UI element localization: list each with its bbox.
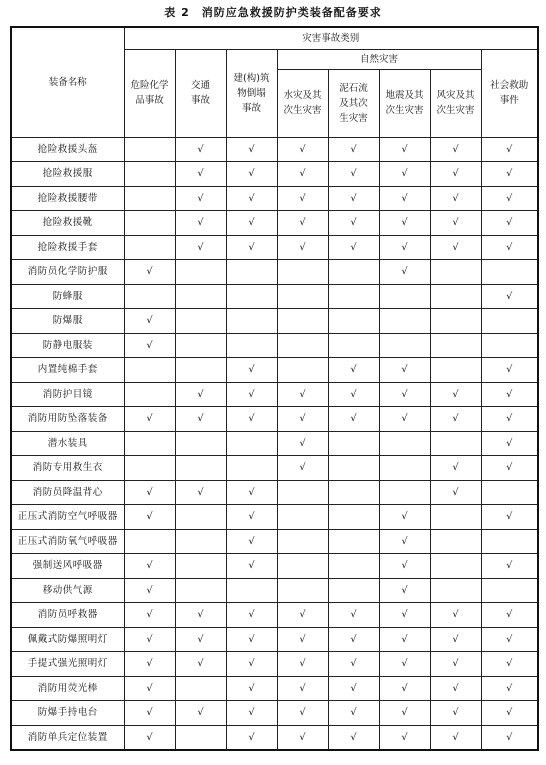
check-cell: √ (379, 211, 430, 236)
check-cell: √ (277, 162, 328, 187)
check-cell: √ (328, 676, 379, 701)
check-cell (124, 211, 175, 236)
check-cell: √ (226, 701, 277, 726)
check-cell: √ (124, 260, 175, 285)
check-cell: √ (226, 235, 277, 260)
header-disaster-types: 灾害事故类别 (124, 27, 538, 49)
check-cell (175, 431, 226, 456)
header-natural-disasters: 自然灾害 (277, 49, 481, 69)
check-cell (124, 358, 175, 383)
table-row (11, 211, 538, 236)
check-cell: √ (328, 627, 379, 652)
check-cell (175, 284, 226, 309)
check-cell: √ (124, 333, 175, 358)
check-cell (175, 456, 226, 481)
check-cell (124, 284, 175, 309)
header-col-hazchem: 危险化学 品事故 (124, 49, 175, 137)
check-cell: √ (481, 211, 538, 236)
check-cell (124, 162, 175, 187)
check-cell (124, 137, 175, 162)
check-cell (379, 431, 430, 456)
check-cell: √ (379, 505, 430, 530)
equipment-name: 消防护目镜 (11, 382, 124, 407)
check-cell: √ (226, 627, 277, 652)
table-row (11, 652, 538, 677)
equipment-name: 防静电服装 (11, 333, 124, 358)
equipment-name: 强制送风呼吸器 (11, 554, 124, 579)
table-row (11, 162, 538, 187)
check-cell (328, 260, 379, 285)
check-cell: √ (277, 652, 328, 677)
check-cell (124, 235, 175, 260)
table-title: 表 2 消防应急救援防护类装备配备要求 (164, 6, 382, 19)
table-row (11, 358, 538, 383)
table-body (11, 137, 538, 750)
check-cell: √ (481, 382, 538, 407)
check-cell: √ (175, 235, 226, 260)
check-cell (124, 186, 175, 211)
check-cell: √ (328, 652, 379, 677)
check-cell: √ (328, 358, 379, 383)
check-cell: √ (277, 211, 328, 236)
check-cell: √ (226, 358, 277, 383)
check-cell: √ (430, 652, 481, 677)
table-row (11, 578, 538, 603)
check-cell: √ (430, 382, 481, 407)
check-cell (277, 578, 328, 603)
check-cell (226, 456, 277, 481)
check-cell: √ (481, 358, 538, 383)
header-col-traffic: 交通 事故 (175, 49, 226, 137)
equipment-name: 正压式消防氧气呼吸器 (11, 529, 124, 554)
equipment-name: 抢险救援靴 (11, 211, 124, 236)
check-cell: √ (175, 211, 226, 236)
header-col-flood: 水灾及其 次生灾害 (277, 69, 328, 137)
check-cell: √ (379, 235, 430, 260)
table-row (11, 505, 538, 530)
check-cell: √ (124, 578, 175, 603)
check-cell: √ (430, 211, 481, 236)
check-cell: √ (226, 676, 277, 701)
check-cell: √ (379, 162, 430, 187)
table-row (11, 480, 538, 505)
equipment-name: 抢险救援手套 (11, 235, 124, 260)
table-row (11, 725, 538, 750)
check-cell: √ (226, 186, 277, 211)
check-cell (277, 480, 328, 505)
equipment-name: 潜水装具 (11, 431, 124, 456)
check-cell (379, 456, 430, 481)
check-cell: √ (430, 186, 481, 211)
check-cell: √ (175, 480, 226, 505)
check-cell: √ (124, 652, 175, 677)
equipment-name: 防蜂服 (11, 284, 124, 309)
check-cell (328, 309, 379, 334)
check-cell: √ (379, 578, 430, 603)
check-cell: √ (379, 137, 430, 162)
check-cell (328, 284, 379, 309)
check-cell: √ (277, 382, 328, 407)
check-cell: √ (277, 701, 328, 726)
check-cell: √ (430, 235, 481, 260)
check-cell: √ (379, 652, 430, 677)
check-cell: √ (328, 235, 379, 260)
check-cell: √ (379, 407, 430, 432)
check-cell (226, 309, 277, 334)
check-cell: √ (481, 554, 538, 579)
check-cell: √ (277, 137, 328, 162)
check-cell (430, 529, 481, 554)
check-cell (328, 529, 379, 554)
check-cell: √ (379, 382, 430, 407)
check-cell (430, 505, 481, 530)
check-cell: √ (226, 603, 277, 628)
check-cell (430, 431, 481, 456)
equipment-name: 消防员降温背心 (11, 480, 124, 505)
check-cell: √ (277, 603, 328, 628)
check-cell: √ (277, 235, 328, 260)
check-cell: √ (124, 554, 175, 579)
check-cell (175, 333, 226, 358)
check-cell (277, 260, 328, 285)
check-cell: √ (379, 627, 430, 652)
check-cell (328, 505, 379, 530)
check-cell: √ (328, 603, 379, 628)
check-cell (124, 382, 175, 407)
equipment-table (10, 26, 539, 751)
check-cell: √ (226, 382, 277, 407)
check-cell (124, 431, 175, 456)
check-cell: √ (481, 431, 538, 456)
check-cell (481, 529, 538, 554)
check-cell: √ (175, 652, 226, 677)
check-cell: √ (430, 407, 481, 432)
check-cell (430, 578, 481, 603)
check-cell: √ (430, 480, 481, 505)
check-cell: √ (175, 162, 226, 187)
table-row (11, 309, 538, 334)
check-cell: √ (124, 627, 175, 652)
check-cell: √ (481, 162, 538, 187)
check-cell: √ (430, 456, 481, 481)
check-cell: √ (226, 137, 277, 162)
table-row (11, 627, 538, 652)
check-cell: √ (481, 652, 538, 677)
check-cell (175, 309, 226, 334)
check-cell: √ (277, 725, 328, 750)
check-cell (277, 554, 328, 579)
check-cell (124, 529, 175, 554)
check-cell: √ (430, 701, 481, 726)
table-row (11, 235, 538, 260)
check-cell: √ (430, 162, 481, 187)
check-cell (430, 284, 481, 309)
check-cell: √ (277, 431, 328, 456)
table-row (11, 554, 538, 579)
check-cell: √ (328, 137, 379, 162)
check-cell: √ (277, 456, 328, 481)
table-row (11, 260, 538, 285)
check-cell: √ (328, 211, 379, 236)
header-col-social-rescue: 社会救助 事件 (481, 49, 538, 137)
equipment-name: 消防单兵定位装置 (11, 725, 124, 750)
check-cell (175, 529, 226, 554)
check-cell: √ (124, 309, 175, 334)
table-row (11, 701, 538, 726)
check-cell: √ (379, 529, 430, 554)
check-cell: √ (175, 603, 226, 628)
check-cell (430, 554, 481, 579)
check-cell: √ (481, 701, 538, 726)
equipment-name: 抢险救援服 (11, 162, 124, 187)
check-cell: √ (328, 725, 379, 750)
check-cell: √ (175, 137, 226, 162)
check-cell: √ (379, 603, 430, 628)
check-cell: √ (124, 676, 175, 701)
check-cell (175, 358, 226, 383)
table-row (11, 529, 538, 554)
table-row (11, 333, 538, 358)
table-row (11, 407, 538, 432)
equipment-name: 防爆服 (11, 309, 124, 334)
equipment-name: 消防专用救生衣 (11, 456, 124, 481)
check-cell: √ (328, 162, 379, 187)
check-cell: √ (430, 627, 481, 652)
check-cell: √ (481, 284, 538, 309)
check-cell: √ (481, 725, 538, 750)
check-cell (277, 309, 328, 334)
check-cell: √ (124, 480, 175, 505)
check-cell: √ (481, 603, 538, 628)
equipment-name: 消防用荧光棒 (11, 676, 124, 701)
check-cell: √ (277, 627, 328, 652)
check-cell: √ (226, 554, 277, 579)
check-cell: √ (175, 627, 226, 652)
header-col-wind: 风灾及其 次生灾害 (430, 69, 481, 137)
check-cell (430, 333, 481, 358)
check-cell: √ (430, 676, 481, 701)
check-cell (379, 333, 430, 358)
check-cell: √ (481, 627, 538, 652)
check-cell: √ (277, 676, 328, 701)
check-cell: √ (481, 456, 538, 481)
table-row (11, 382, 538, 407)
check-cell: √ (328, 701, 379, 726)
check-cell: √ (226, 407, 277, 432)
table-row (11, 431, 538, 456)
check-cell: √ (481, 235, 538, 260)
header-col-building-collapse: 建(构)筑 物倒塌 事故 (226, 49, 277, 137)
check-cell: √ (379, 358, 430, 383)
check-cell (175, 505, 226, 530)
equipment-name: 消防用防坠落装备 (11, 407, 124, 432)
check-cell (175, 578, 226, 603)
check-cell (430, 260, 481, 285)
check-cell (175, 260, 226, 285)
check-cell: √ (226, 480, 277, 505)
check-cell (226, 578, 277, 603)
check-cell: √ (226, 725, 277, 750)
check-cell: √ (379, 701, 430, 726)
equipment-name: 内置纯棉手套 (11, 358, 124, 383)
equipment-name: 移动供气源 (11, 578, 124, 603)
equipment-name: 手提式强光照明灯 (11, 652, 124, 677)
check-cell (226, 333, 277, 358)
check-cell: √ (226, 162, 277, 187)
check-cell: √ (481, 407, 538, 432)
check-cell: √ (226, 529, 277, 554)
check-cell: √ (226, 505, 277, 530)
check-cell: √ (379, 676, 430, 701)
check-cell (226, 260, 277, 285)
check-cell (277, 529, 328, 554)
equipment-name: 消防员化学防护服 (11, 260, 124, 285)
check-cell: √ (481, 137, 538, 162)
check-cell (277, 284, 328, 309)
check-cell: √ (124, 701, 175, 726)
table-row (11, 137, 538, 162)
check-cell (328, 431, 379, 456)
check-cell: √ (226, 652, 277, 677)
check-cell: √ (328, 382, 379, 407)
equipment-name: 正压式消防空气呼吸器 (11, 505, 124, 530)
equipment-name: 佩戴式防爆照明灯 (11, 627, 124, 652)
check-cell: √ (379, 554, 430, 579)
check-cell (277, 505, 328, 530)
check-cell (277, 333, 328, 358)
check-cell (175, 676, 226, 701)
check-cell (481, 578, 538, 603)
check-cell: √ (175, 407, 226, 432)
check-cell (328, 456, 379, 481)
check-cell (430, 309, 481, 334)
check-cell: √ (175, 701, 226, 726)
check-cell (175, 554, 226, 579)
check-cell (328, 480, 379, 505)
check-cell (226, 284, 277, 309)
table-row (11, 676, 538, 701)
header-equipment-name: 装备名称 (11, 27, 124, 137)
check-cell: √ (430, 725, 481, 750)
check-cell: √ (124, 725, 175, 750)
check-cell (430, 358, 481, 383)
check-cell (481, 333, 538, 358)
table-row (11, 284, 538, 309)
header-col-earthquake: 地震及其 次生灾害 (379, 69, 430, 137)
check-cell: √ (379, 725, 430, 750)
check-cell: √ (379, 260, 430, 285)
check-cell (124, 456, 175, 481)
check-cell (277, 358, 328, 383)
check-cell: √ (430, 603, 481, 628)
check-cell: √ (481, 186, 538, 211)
check-cell: √ (328, 186, 379, 211)
check-cell (481, 309, 538, 334)
check-cell: √ (175, 382, 226, 407)
check-cell (379, 480, 430, 505)
equipment-name: 消防员呼救器 (11, 603, 124, 628)
check-cell: √ (481, 676, 538, 701)
check-cell: √ (175, 186, 226, 211)
check-cell: √ (277, 407, 328, 432)
check-cell (379, 309, 430, 334)
check-cell: √ (430, 137, 481, 162)
check-cell: √ (277, 186, 328, 211)
table-row (11, 603, 538, 628)
table-row (11, 456, 538, 481)
check-cell: √ (379, 186, 430, 211)
check-cell (175, 725, 226, 750)
check-cell (226, 431, 277, 456)
equipment-name: 抢险救援腰带 (11, 186, 124, 211)
check-cell: √ (124, 603, 175, 628)
check-cell: √ (481, 505, 538, 530)
check-cell: √ (226, 211, 277, 236)
header-col-debris-flow: 泥石流 及其次 生灾害 (328, 69, 379, 137)
check-cell (328, 578, 379, 603)
equipment-name: 防爆手持电台 (11, 701, 124, 726)
check-cell (328, 554, 379, 579)
check-cell: √ (328, 407, 379, 432)
check-cell: √ (124, 505, 175, 530)
equipment-name: 抢险救援头盔 (11, 137, 124, 162)
check-cell (481, 480, 538, 505)
check-cell (328, 333, 379, 358)
check-cell: √ (124, 407, 175, 432)
check-cell (379, 284, 430, 309)
check-cell (481, 260, 538, 285)
table-row (11, 186, 538, 211)
